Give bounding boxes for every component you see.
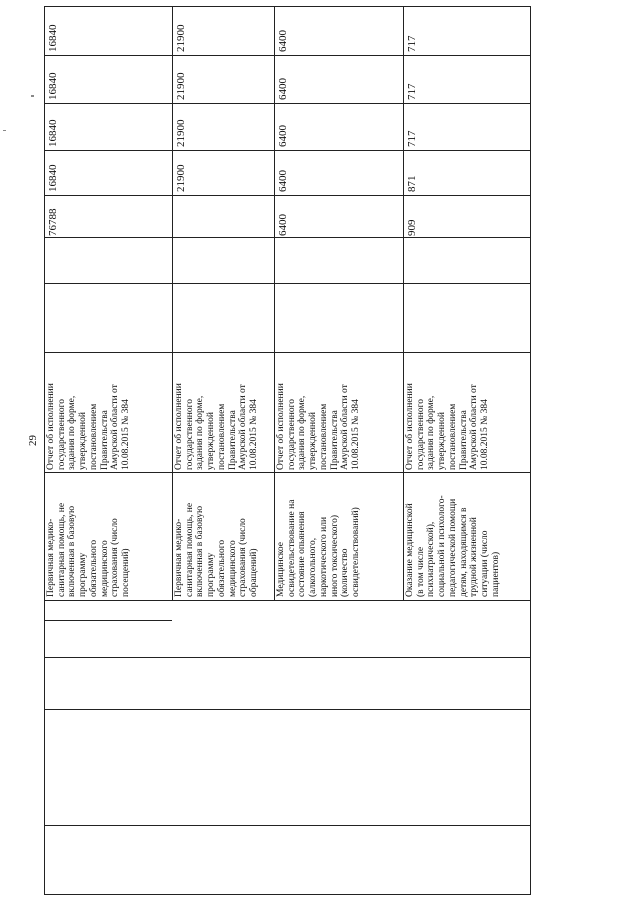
- value-cell: 871: [406, 175, 418, 192]
- value-cell: 76788: [47, 208, 59, 236]
- page-number: 29: [27, 435, 39, 446]
- value-cell: 16840: [47, 119, 59, 147]
- value-cell: 6400: [277, 30, 289, 52]
- value-cell: 16840: [47, 72, 59, 100]
- report-form-cell: Отчет об исполнении государственного задания по форме, утвержденной постановлением Правительства Амурской области от 10.08.2015 № 384: [405, 383, 490, 470]
- value-cell: 6400: [277, 170, 289, 192]
- value-cell: 717: [406, 35, 418, 52]
- report-form-cell: Отчет об исполнении государственного задания по форме, утвержденной постановлением Правительства Амурской области от 10.08.2015 № 384: [46, 383, 131, 470]
- service-name-cell: Оказание медицинской (в том числе психиатрической), социальной и психолого- педагогической помощи детям, находящимся в трудной жизненной ситуации (число пациентов): [405, 495, 501, 597]
- value-cell: 6400: [277, 125, 289, 147]
- service-name-cell: Медицинское освидетельствование на состояние опьянения (алкогольного, наркотического или иного токсического) (количество освидетельствований): [276, 499, 361, 597]
- value-cell: 21900: [175, 164, 187, 192]
- value-cell: 21900: [175, 24, 187, 52]
- value-cell: 6400: [277, 214, 289, 236]
- service-name-cell: Первичная медико- санитарная помощь, не включенная в базовую программу обязательного медицинского страхования (число обращений): [174, 502, 259, 597]
- value-cell: 909: [406, 219, 418, 236]
- report-form-cell: Отчет об исполнении государственного задания по форме, утвержденной постановлением Правительства Амурской области от 10.08.2015 № 384: [276, 383, 361, 470]
- service-name-cell: Первичная медико- санитарная помощь, не включенная в базовую программу обязательного медицинского страхования (число посещений): [46, 502, 131, 597]
- value-cell: 6400: [277, 78, 289, 100]
- value-cell: 16840: [47, 24, 59, 52]
- value-cell: 21900: [175, 72, 187, 100]
- value-cell: 21900: [175, 119, 187, 147]
- value-cell: 717: [406, 130, 418, 147]
- report-form-cell: Отчет об исполнении государственного задания по форме, утвержденной постановлением Правительства Амурской области от 10.08.2015 № 384: [174, 383, 259, 470]
- value-cell: 16840: [47, 164, 59, 192]
- value-cell: 717: [406, 83, 418, 100]
